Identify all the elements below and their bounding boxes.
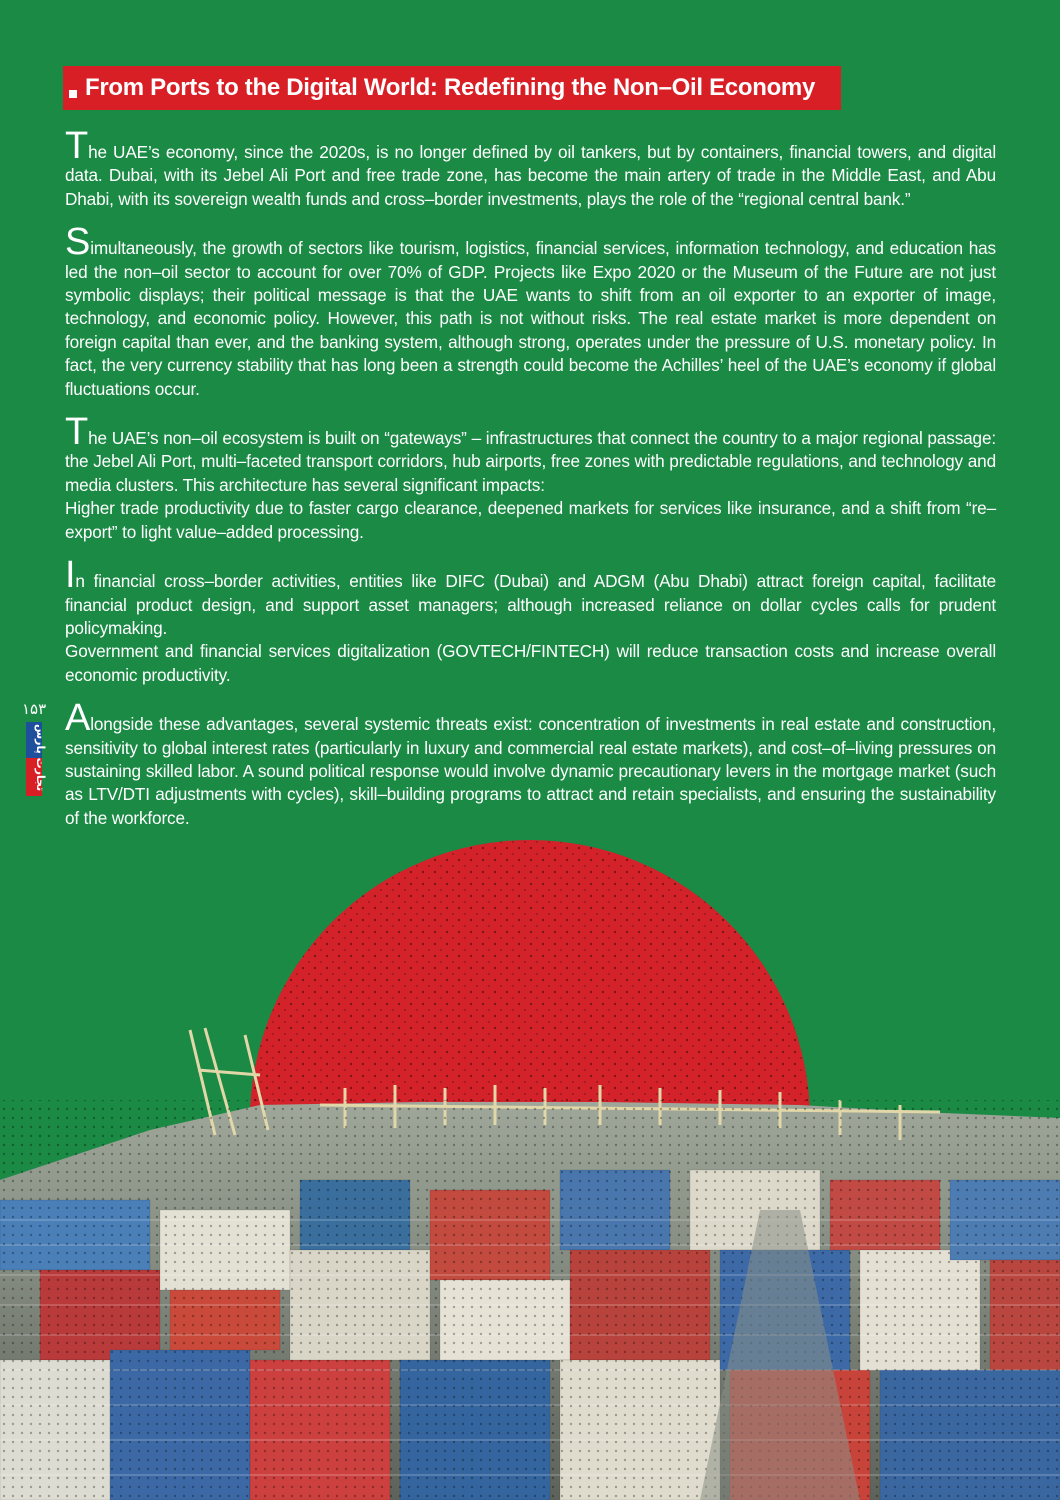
- drop-cap: A: [65, 697, 91, 740]
- paragraph-continuation: Government and financial services digitalization (GOVTECH/FINTECH) will reduce transaction costs and increase overall economic productivity.: [65, 641, 996, 685]
- paragraph-2: [65, 221, 996, 401]
- paragraph-text: longside these advantages, several systemic threats exist: concentration of investments in real estate and construction, sensitivity to global interest rates (particularly in luxury and commercial real estate markets), and cost–of–living pressures on sustaining skilled labor. A sound political response would involve dynamic precautionary levers in the mortgage market (such as LTV/DTI adjustments with cycles), skill–building programs to attract and retain specialists, and ensuring the sustainability of the workforce.: [65, 714, 996, 828]
- article-body: [65, 125, 996, 850]
- paragraph-3: [65, 411, 996, 544]
- article-title: From Ports to the Digital World: Redefining the Non–Oil Economy: [85, 74, 816, 101]
- drop-cap: I: [65, 554, 76, 597]
- magazine-logo: [26, 722, 47, 796]
- paragraph-text: imultaneously, the growth of sectors like tourism, logistics, financial services, information technology, and education has led the non–oil sector to account for over 70% of GDP. Projects like Expo 2020 or the Museum of the Future are not just symbolic displays; their political message is that the UAE wants to shift from an oil exporter to an exporter of image, technology, and economic policy. However, this path is not without risks. The real estate market is more dependent on foreign capital than ever, and the banking system, although strong, operates under the pressure of U.S. monetary policy. In fact, the very currency stability that has long been a strength could become the Achilles’ heel of the UAE’s economy if global fluctuations occur.: [65, 238, 996, 399]
- paragraph-5: [65, 697, 996, 830]
- port-illustration: [0, 880, 1060, 1500]
- magazine-logo-text: تجارت پارس: [34, 724, 47, 792]
- paragraph-1: [65, 125, 996, 211]
- title-bullet: [69, 90, 77, 98]
- page-marker: [22, 700, 46, 800]
- drop-cap: T: [65, 411, 89, 454]
- paragraph-text: n financial cross–border activities, entities like DIFC (Dubai) and ADGM (Abu Dhabi) attract foreign capital, facilitate financial product design, and support asset managers; although increased reliance on dollar cycles calls for prudent policymaking.: [65, 571, 996, 638]
- paragraph-4: [65, 554, 996, 687]
- drop-cap: S: [65, 221, 91, 264]
- paragraph-continuation: Higher trade productivity due to faster cargo clearance, deepened markets for services like insurance, and a shift from “re–export” to light value–added processing.: [65, 498, 996, 542]
- article-title-bar: [63, 66, 841, 110]
- paragraph-text: he UAE’s non–oil ecosystem is built on “gateways” – infrastructures that connect the country to a major regional passage: the Jebel Ali Port, multi–faceted transport corridors, hub airports, free zones with predictable regulations, and technology and media clusters. This architecture has several significant impacts:: [65, 428, 996, 495]
- paragraph-text: he UAE’s economy, since the 2020s, is no longer defined by oil tankers, but by containers, financial towers, and digital data. Dubai, with its Jebel Ali Port and free trade zone, has become the main artery of trade in the Middle East, and Abu Dhabi, with its sovereign wealth funds and cross–border investments, plays the role of the “regional central bank.”: [65, 142, 996, 209]
- page-number: ۱۵۳: [22, 700, 47, 718]
- drop-cap: T: [65, 125, 89, 167]
